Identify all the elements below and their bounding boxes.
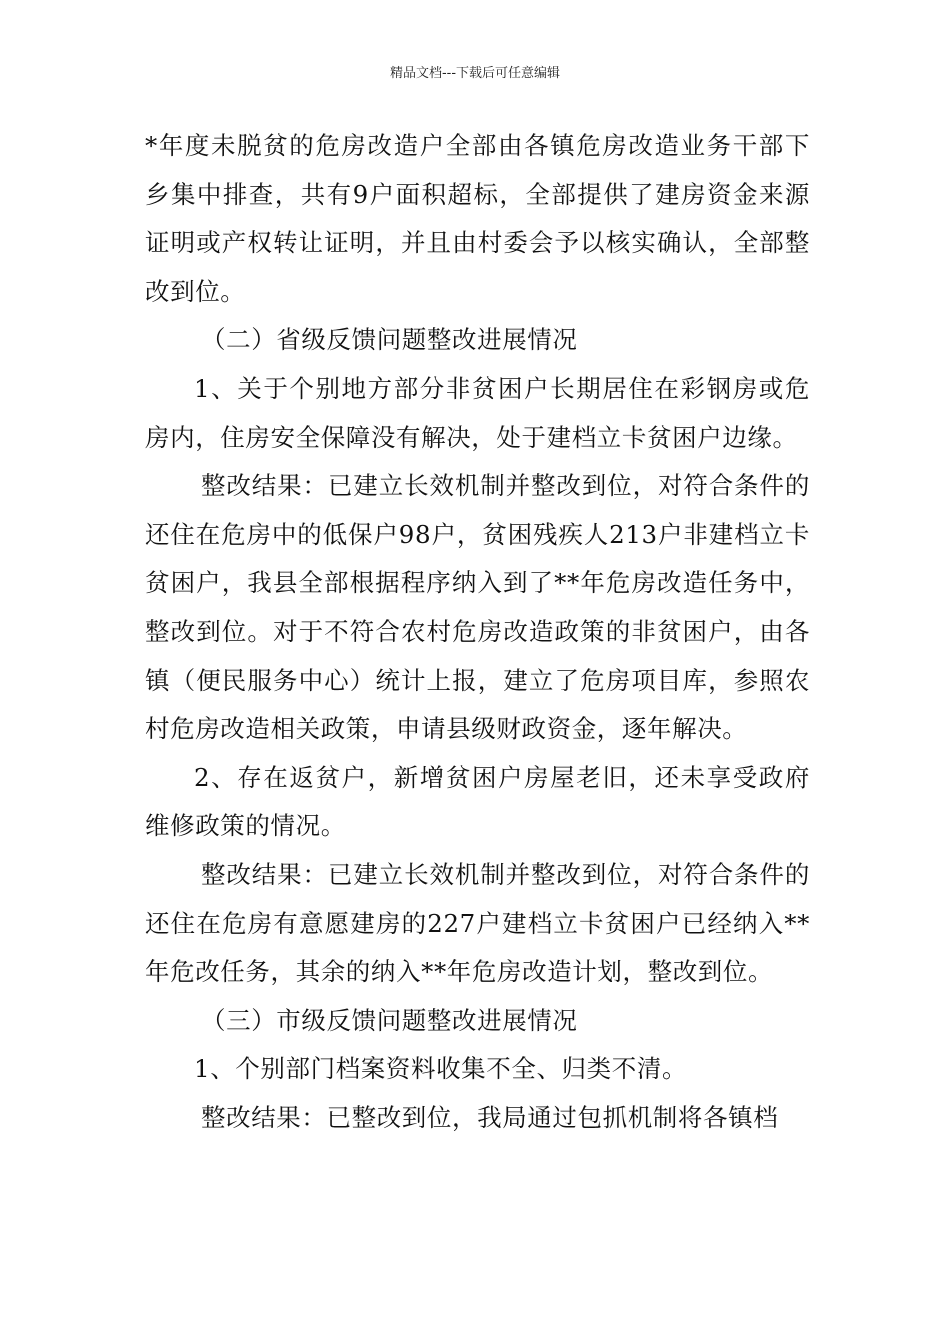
result-2-provincial: 整改结果：已建立长效机制并整改到位，对符合条件的还住在危房有意愿建房的227户建档立卡贫困户已经纳入**年危改任务，其余的纳入**年危房改造计划，整改到位。 [145, 859, 810, 987]
issue-2-provincial: 2、存在返贫户，新增贫困户房屋老旧，还未享受政府维修政策的情况。 [145, 762, 810, 841]
section-heading-municipal: （三）市级反馈问题整改进展情况 [201, 1005, 578, 1035]
issue-1-municipal: 1、个别部门档案资料收集不全、归类不清。 [194, 1054, 688, 1084]
paragraph-1: *年度未脱贫的危房改造户全部由各镇危房改造业务干部下乡集中排查，共有9户面积超标，全部提供了建房资金来源证明或产权转让证明，并且由村委会予以核实确认，全部整改到位。 [145, 131, 810, 306]
issue-1-provincial: 1、关于个别地方部分非贫困户长期居住在彩钢房或危房内，住房安全保障没有解决，处于建档立卡贫困户边缘。 [145, 373, 810, 452]
document-body [145, 122, 810, 1142]
section-heading-provincial: （二）省级反馈问题整改进展情况 [201, 325, 578, 355]
result-1-provincial: 整改结果：已建立长效机制并整改到位，对符合条件的还住在危房中的低保户98户，贫困残疾人213户非建档立卡贫困户，我县全部根据程序纳入到了**年危房改造任务中，整改到位。对于不符合农村危房改造政策的非贫困户，由各镇（便民服务中心）统计上报，建立了危房项目库，参照农村危房改造相关政策，申请县级财政资金，逐年解决。 [145, 471, 810, 744]
result-1-municipal: 整改结果：已整改到位，我局通过包抓机制将各镇档 [201, 1102, 779, 1132]
page-header: 精品文档---下载后可任意编辑 [389, 66, 561, 81]
